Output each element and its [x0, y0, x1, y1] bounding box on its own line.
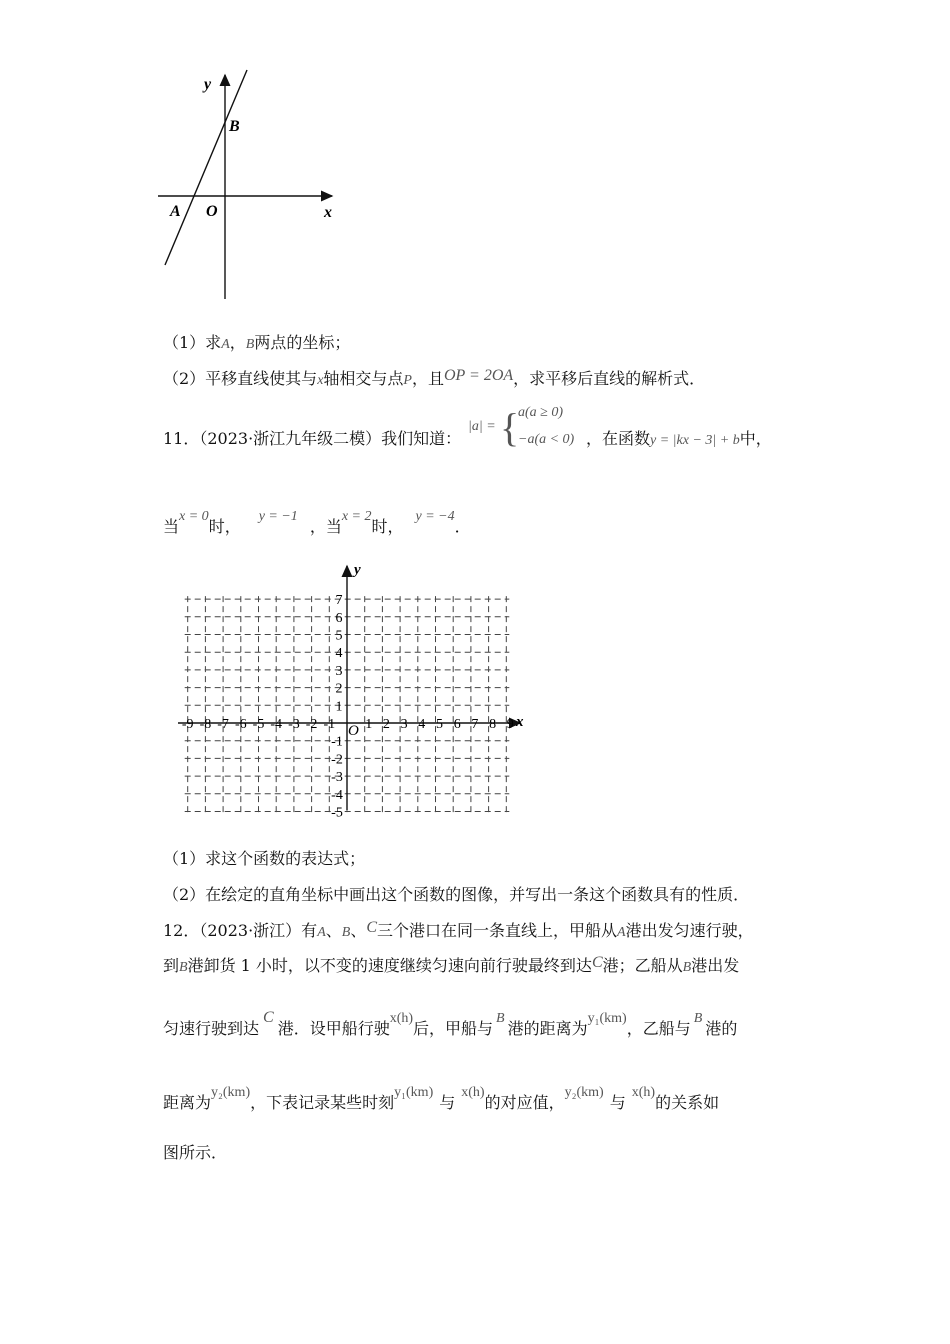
- x-tick-label: -6: [234, 717, 247, 732]
- case-positive: a(a ≥ 0): [518, 405, 564, 420]
- grid-y-label: y: [354, 562, 361, 578]
- y-tick-label: -1: [331, 734, 343, 750]
- x-tick-label: -9: [181, 717, 194, 732]
- p12-l4-t1: 距离为: [163, 1093, 212, 1112]
- x-tick-label: 7: [471, 717, 479, 732]
- x-tick-label: 3: [400, 717, 408, 732]
- p12-l1-s2: 、: [350, 921, 367, 940]
- p12-l2-t1: 到: [163, 956, 180, 975]
- problem11-number: 11．: [163, 429, 200, 448]
- var-x-hours: x(h): [461, 1085, 485, 1100]
- x-tick-label: -8: [199, 717, 212, 732]
- p12-l3-t6: 港的: [705, 1019, 738, 1038]
- y-tick-label: 2: [335, 681, 343, 697]
- x-tick-label: 4: [418, 717, 426, 732]
- problem11-line2: [163, 509, 471, 540]
- point-a-label: A: [170, 203, 181, 220]
- figure-line-graph: [150, 65, 350, 305]
- p12-l4-t4: 的对应值，: [484, 1093, 565, 1112]
- p12-l1-t3: 港出发匀速行驶，: [625, 921, 754, 940]
- x-tick-label: -3: [288, 717, 300, 732]
- cond-x0: x = 0: [179, 509, 209, 524]
- var-x-hours: x(h): [389, 1011, 414, 1026]
- port-c: C: [263, 1009, 274, 1026]
- y-tick-label: -3: [331, 770, 343, 786]
- grid-x-label: x: [516, 714, 524, 730]
- port-b: B: [179, 960, 188, 975]
- y-tick-label: -2: [331, 752, 343, 768]
- point-p: P: [403, 373, 412, 388]
- p12-l1-t1: （2023·浙江）有: [199, 921, 318, 940]
- q2-prefix: （2）平移直线使其与: [163, 369, 318, 388]
- text-shi2: 时，: [371, 517, 404, 536]
- q2-sep: ，且: [411, 369, 444, 388]
- x-tick-label: 1: [365, 717, 373, 732]
- y-tick-label: -5: [331, 805, 343, 820]
- abs-lhs: |a| =: [468, 419, 496, 434]
- problem12-line3: [163, 1009, 738, 1042]
- p12-l3-t3: 后，甲船与: [413, 1019, 494, 1038]
- x-tick-label: -2: [305, 717, 318, 732]
- problem11-line1-tail: [586, 428, 772, 452]
- x-tick-label: -7: [217, 717, 229, 732]
- text-dang1: 当: [163, 517, 180, 536]
- y-tick-label: 4: [335, 646, 343, 662]
- port-b: B: [496, 1011, 505, 1026]
- x-tick-label: -5: [252, 717, 265, 732]
- problem12-line5: 图所示．: [163, 1143, 228, 1162]
- cond-y-neg1: y = −1: [258, 509, 298, 524]
- y-tick-label: 7: [335, 593, 343, 609]
- port-c: C: [366, 919, 378, 936]
- point-a: A: [221, 337, 230, 352]
- port-b2: B: [693, 1011, 703, 1026]
- q2-suffix: ，求平移后直线的解析式．: [513, 369, 706, 388]
- cond-y-neg4: y = −4: [415, 509, 455, 524]
- graph-line: [165, 70, 247, 265]
- y-tick-label: -4: [331, 787, 343, 803]
- q1-sep: ，: [229, 333, 246, 352]
- q1-suffix: 两点的坐标；: [254, 333, 351, 352]
- var-y1-km: y₁(km): [587, 1011, 627, 1026]
- problem10-q2: [163, 368, 705, 392]
- problem11-mid: ，在函数: [586, 429, 651, 448]
- port-a2: A: [617, 925, 626, 940]
- x-tick-label: 6: [453, 717, 461, 732]
- p12-l1-t2: 三个港口在同一条直线上，甲船从: [377, 921, 618, 940]
- q2-mid: 轴相交与点: [323, 369, 404, 388]
- problem11-source: （2023·浙江九年级二模）我们知道：: [199, 429, 462, 448]
- point-b-label: B: [229, 118, 240, 135]
- problem11-end: 中，: [739, 429, 772, 448]
- y-tick-label: 1: [335, 699, 343, 715]
- text-dang2: ，当: [309, 517, 342, 536]
- problem11-q2: （2）在绘定的直角坐标中画出这个函数的图像，并写出一条这个函数具有的性质．: [163, 885, 750, 904]
- y-tick-label: 3: [335, 663, 343, 679]
- var-x-hours: x(h): [631, 1085, 656, 1100]
- p12-l3-t2: 港．设甲船行驶: [277, 1019, 390, 1038]
- eq-op-2oa: OP = 2OA: [444, 367, 514, 384]
- p12-l3-t5: ，乙船与: [626, 1019, 691, 1038]
- origin-label: O: [206, 203, 218, 220]
- problem11-q1: （1）求这个函数的表达式；: [163, 849, 366, 868]
- var-x: x: [317, 373, 324, 388]
- port-a: A: [317, 925, 326, 940]
- p12-l4-t6: 的关系如: [655, 1093, 720, 1112]
- port-b: B: [341, 925, 351, 940]
- problem12-line2: [163, 955, 739, 979]
- port-c: C: [591, 954, 603, 971]
- grid-origin-label: O: [348, 723, 359, 739]
- p12-l4-t2: ，下表记录某些时刻: [250, 1093, 395, 1112]
- coordinate-grid: [170, 560, 540, 820]
- y-tick-label: 5: [335, 628, 343, 644]
- p12-l2-t2: 港卸货 1 小时，以不变的速度继续匀速向前行驶最终到达: [187, 956, 592, 975]
- problem12-line4: [163, 1085, 720, 1116]
- p12-l2-t4: 港出发: [691, 956, 740, 975]
- problem12-number: 12．: [163, 921, 200, 940]
- p12-l3-t1: 匀速行驶到达: [163, 1019, 260, 1038]
- x-tick-label: 8: [489, 717, 497, 732]
- q1-prefix: （1）求: [163, 333, 222, 352]
- p12-l2-t3: 港；乙船从: [602, 956, 683, 975]
- p12-l1-s1: 、: [325, 921, 342, 940]
- text-period: ．: [454, 517, 471, 536]
- var-y1-km: y₁(km): [394, 1085, 434, 1100]
- p12-l4-t5: 与: [609, 1093, 626, 1112]
- p12-l3-t4: 港的距离为: [507, 1019, 588, 1038]
- y-tick-label: 6: [335, 610, 343, 626]
- function-expression: y = |kx − 3| + b: [650, 433, 740, 448]
- x-tick-label: 5: [436, 717, 443, 732]
- x-axis-label: x: [324, 204, 332, 221]
- x-tick-label: -4: [270, 717, 283, 732]
- abs-definition: [466, 402, 591, 456]
- x-tick-label: -1: [323, 717, 336, 732]
- port-b2: B: [682, 960, 692, 975]
- var-y2-km: y₂(km): [564, 1085, 604, 1100]
- brace: {: [500, 405, 520, 450]
- x-tick-label: 2: [382, 717, 390, 732]
- point-b: B: [245, 337, 255, 352]
- y-axis-label: y: [204, 76, 212, 93]
- problem12-line1: [163, 920, 754, 944]
- var-y2-km: y₂(km): [211, 1085, 251, 1100]
- p12-l4-t3: 与: [439, 1093, 456, 1112]
- x-tick-label: 9: [506, 717, 514, 732]
- problem11-line1: [163, 428, 461, 450]
- problem10-q1: [163, 332, 350, 356]
- text-shi1: 时，: [208, 517, 241, 536]
- case-negative: −a(a < 0): [518, 432, 575, 447]
- cond-x2: x = 2: [341, 509, 372, 524]
